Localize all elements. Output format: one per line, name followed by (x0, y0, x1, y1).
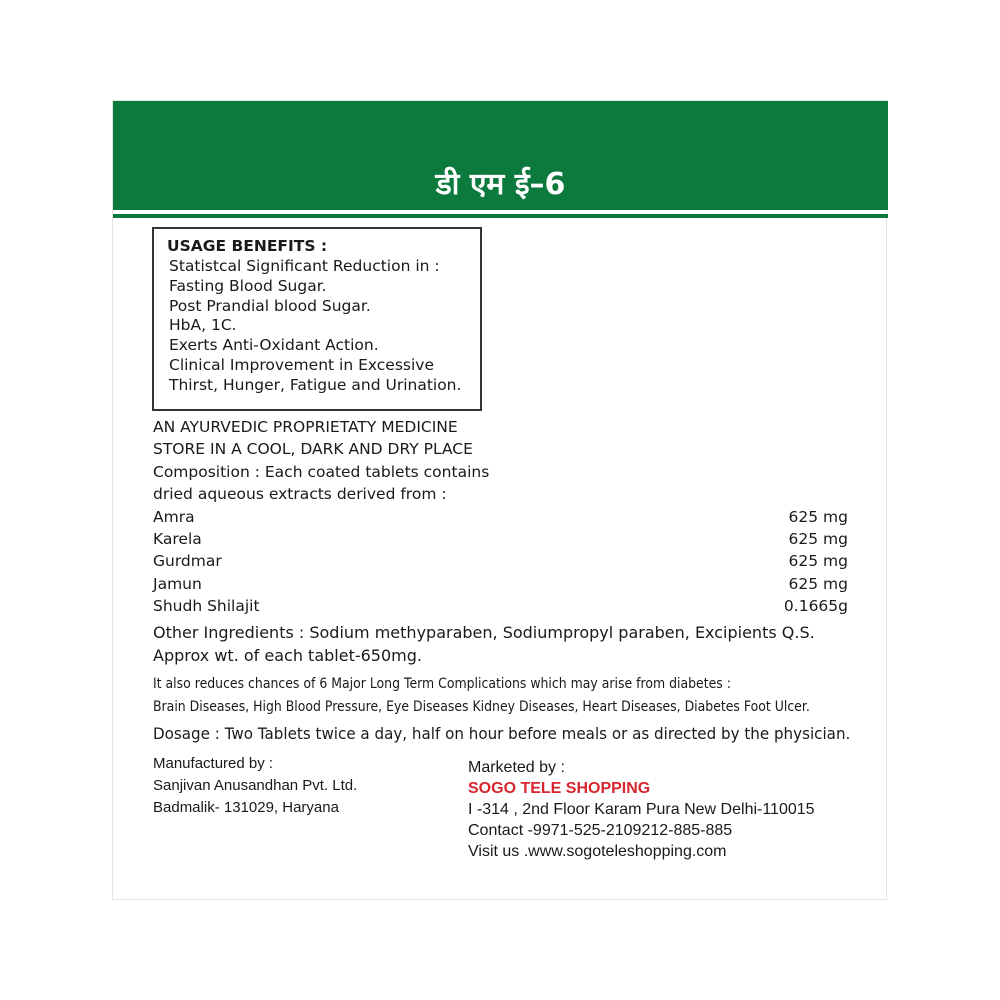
marketer-contact: Contact -9971-525-2109212-885-885 (468, 822, 733, 839)
benefit-line: Clinical Improvement in Excessive (169, 355, 434, 374)
composition-row (153, 550, 848, 572)
marketer-address: I -314 , 2nd Floor Karam Pura New Delhi-110015 (468, 801, 815, 818)
ingredient-name: Jamun (153, 575, 202, 593)
approx-weight: Approx wt. of each tablet-650mg. (153, 646, 422, 665)
ingredient-amount: 625 mg (788, 552, 848, 570)
ingredient-name: Shudh Shilajit (153, 597, 260, 615)
benefit-line: Statistcal Significant Reduction in : (169, 257, 440, 275)
composition-row (153, 573, 848, 595)
label-panel (112, 100, 887, 900)
ingredient-name: Amra (153, 508, 195, 526)
manufacturer-address: Badmalik- 131029, Haryana (153, 799, 339, 816)
storage-instructions: STORE IN A COOL, DARK AND DRY PLACE (153, 440, 473, 458)
benefit-line: Post Prandial blood Sugar. (169, 296, 371, 315)
composition-row (153, 595, 848, 617)
marketer-website: Visit us .www.sogoteleshopping.com (468, 843, 727, 860)
header-divider (113, 214, 888, 218)
marketer-label: Marketed by : (468, 759, 565, 776)
benefit-line: Exerts Anti-Oxidant Action. (169, 336, 379, 355)
usage-benefits-box (152, 227, 482, 411)
manufacturer-label: Manufactured by : (153, 755, 274, 772)
complications-intro: It also reduces chances of 6 Major Long Term Complications which may arise from diabetes : (153, 676, 731, 692)
ingredient-amount: 0.1665g (783, 597, 848, 615)
ingredient-name: Gurdmar (153, 552, 222, 570)
header-band (113, 101, 888, 210)
benefit-line: Fasting Blood Sugar. (169, 276, 327, 295)
composition-row (153, 528, 848, 550)
usage-benefits-heading: USAGE BENEFITS : (167, 237, 328, 255)
marketer-block (468, 757, 815, 862)
product-title: डी एम ई–6 (435, 167, 566, 202)
benefit-line: HbA, 1C. (169, 316, 237, 335)
manufacturer-name: Sanjivan Anusandhan Pvt. Ltd. (153, 777, 358, 794)
composition-row (153, 506, 848, 528)
ingredient-amount: 625 mg (788, 508, 848, 526)
complications-list: Brain Diseases, High Blood Pressure, Eye Diseases Kidney Diseases, Heart Diseases, Diabetes Foot Ulcer. (153, 699, 810, 715)
benefit-line: Thirst, Hunger, Fatigue and Urination. (169, 375, 462, 394)
composition-intro-2: dried aqueous extracts derived from : (153, 485, 447, 503)
ingredient-amount: 625 mg (788, 575, 848, 593)
medicine-type: AN AYURVEDIC PROPRIETATY MEDICINE (153, 418, 458, 436)
ingredient-name: Karela (153, 530, 202, 548)
marketer-name: SOGO TELE SHOPPING (468, 780, 651, 797)
composition-intro: Composition : Each coated tablets contains (153, 463, 490, 481)
dosage: Dosage : Two Tablets twice a day, half on hour before meals or as directed by the physician. (153, 724, 851, 743)
ingredient-amount: 625 mg (788, 530, 848, 548)
manufacturer-block (153, 753, 357, 819)
other-ingredients: Other Ingredients : Sodium methyparaben, Sodiumpropyl paraben, Excipients Q.S. (153, 623, 815, 642)
